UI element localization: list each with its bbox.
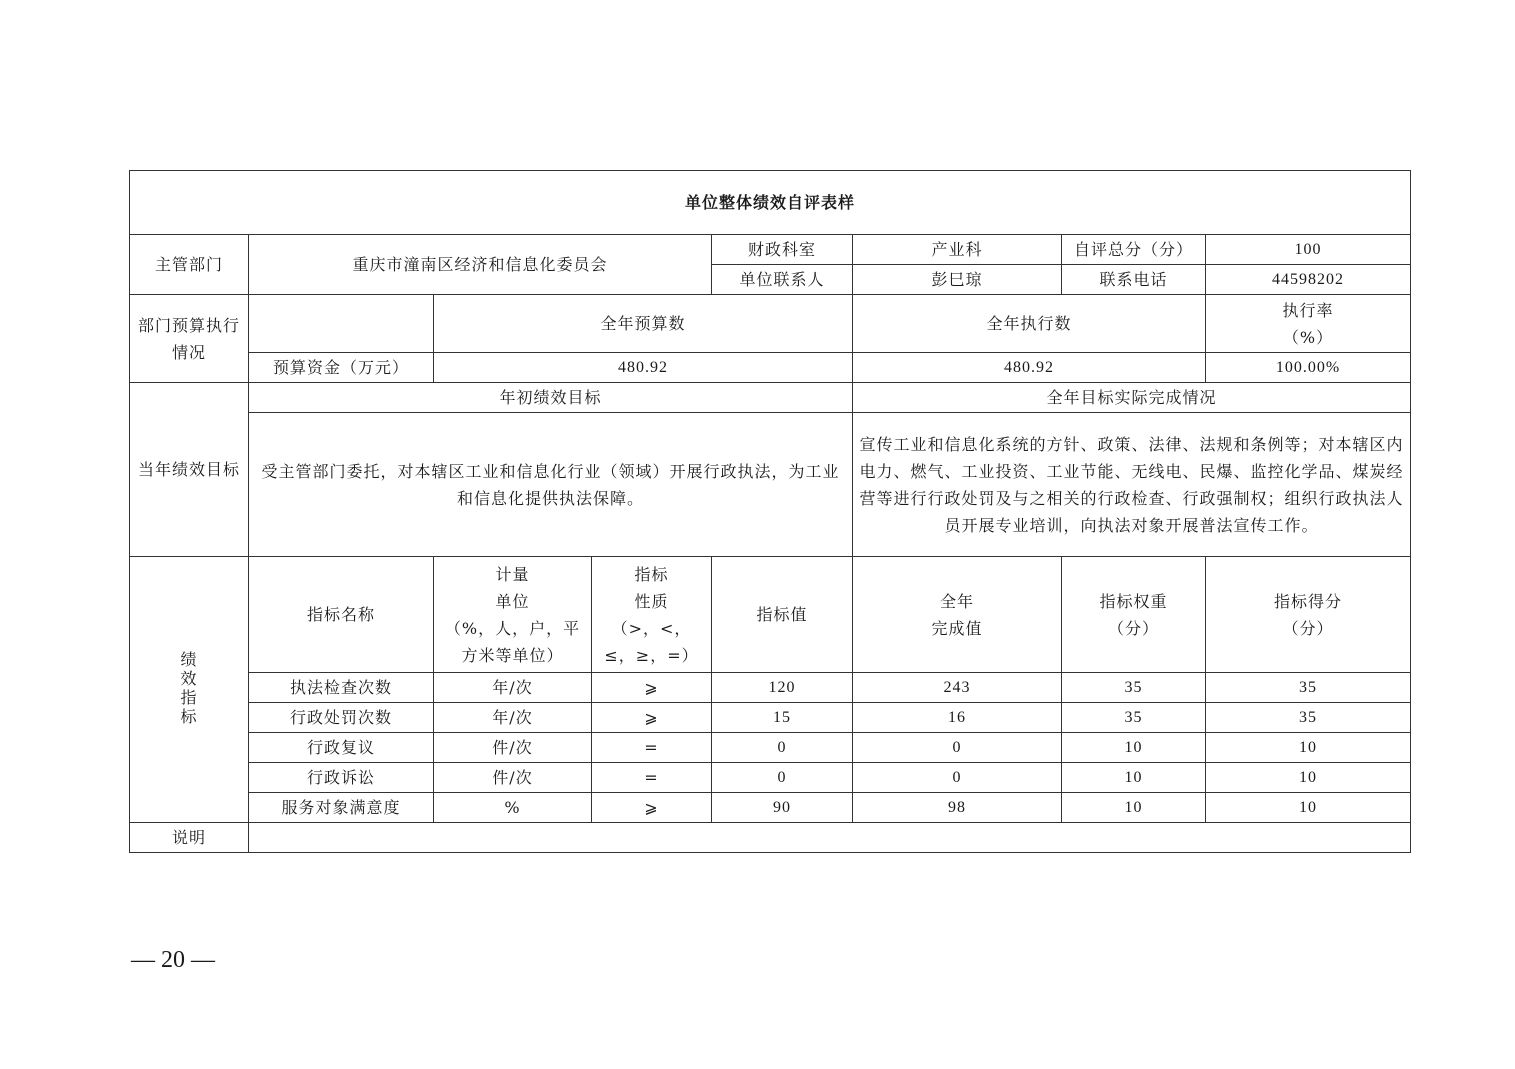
dept-label: 主管部门 [130, 235, 249, 295]
executed-value: 480.92 [853, 353, 1206, 383]
indicators-section-label: 绩效指标 [180, 649, 198, 726]
indicator-target: 0 [712, 763, 853, 793]
rate-value: 100.00% [1206, 353, 1411, 383]
goals-col-initial: 年初绩效目标 [249, 383, 853, 413]
score-label: 自评总分（分） [1062, 235, 1206, 265]
indicator-unit: 件/次 [434, 763, 592, 793]
indicator-unit: 年/次 [434, 673, 592, 703]
indicator-nature: = [592, 733, 712, 763]
budget-col-executed: 全年执行数 [853, 295, 1206, 353]
indicator-score: 10 [1206, 793, 1411, 823]
indicator-actual: 243 [853, 673, 1062, 703]
table-title: 单位整体绩效自评表样 [130, 171, 1411, 235]
dept-value: 重庆市潼南区经济和信息化委员会 [249, 235, 712, 295]
contact-label: 单位联系人 [712, 265, 853, 295]
indicator-weight: 10 [1062, 763, 1206, 793]
note-value [249, 823, 1411, 853]
indicator-nature: = [592, 763, 712, 793]
note-label: 说明 [130, 823, 249, 853]
indicator-score: 10 [1206, 763, 1411, 793]
indicator-actual: 0 [853, 763, 1062, 793]
goals-actual-text: 宣传工业和信息化系统的方针、政策、法律、法规和条例等；对本辖区内电力、燃气、工业投资、工业节能、无线电、民爆、监控化学品、煤炭经营等进行行政处罚及与之相关的行政检查、行政强制权；组织行政执法人员开展专业培训，向执法对象开展普法宣传工作。 [853, 413, 1411, 557]
indicator-nature: ⩾ [592, 673, 712, 703]
performance-self-evaluation-table [129, 170, 1411, 853]
indicator-target: 15 [712, 703, 853, 733]
office-label: 财政科室 [712, 235, 853, 265]
indicator-name: 行政复议 [249, 733, 434, 763]
indicator-name: 执法检查次数 [249, 673, 434, 703]
indicator-actual: 0 [853, 733, 1062, 763]
goals-initial-text: 受主管部门委托，对本辖区工业和信息化行业（领域）开展行政执法，为工业和信息化提供执法保障。 [249, 413, 853, 557]
indicator-score: 10 [1206, 733, 1411, 763]
page-number: — 20 — [131, 947, 215, 973]
budget-empty-cell [249, 295, 434, 353]
indicator-name: 行政处罚次数 [249, 703, 434, 733]
indicator-target: 120 [712, 673, 853, 703]
contact-value: 彭巳琼 [853, 265, 1062, 295]
budget-col-budget: 全年预算数 [434, 295, 853, 353]
header-nature: 指标 性质 （>，<，≤，≥，=） [592, 557, 712, 673]
indicator-row [130, 763, 1411, 793]
indicator-row [130, 793, 1411, 823]
goals-col-actual: 全年目标实际完成情况 [853, 383, 1411, 413]
budget-row-label: 预算资金（万元） [249, 353, 434, 383]
indicator-nature: ⩾ [592, 793, 712, 823]
indicator-unit: 年/次 [434, 703, 592, 733]
indicator-unit: % [434, 793, 592, 823]
header-score: 指标得分 （分） [1206, 557, 1411, 673]
indicator-target: 90 [712, 793, 853, 823]
phone-value: 44598202 [1206, 265, 1411, 295]
score-value: 100 [1206, 235, 1411, 265]
indicator-weight: 35 [1062, 703, 1206, 733]
indicator-score: 35 [1206, 673, 1411, 703]
budget-col-rate: 执行率 （%） [1206, 295, 1411, 353]
indicator-weight: 10 [1062, 733, 1206, 763]
indicator-weight: 10 [1062, 793, 1206, 823]
indicator-nature: ⩾ [592, 703, 712, 733]
budget-section-label: 部门预算执行情况 [130, 295, 249, 383]
indicator-weight: 35 [1062, 673, 1206, 703]
indicator-target: 0 [712, 733, 853, 763]
header-unit: 计量 单位 （%，人，户，平方米等单位） [434, 557, 592, 673]
header-indicator-name: 指标名称 [249, 557, 434, 673]
header-actual: 全年 完成值 [853, 557, 1062, 673]
indicator-score: 35 [1206, 703, 1411, 733]
indicator-row [130, 703, 1411, 733]
budget-value: 480.92 [434, 353, 853, 383]
phone-label: 联系电话 [1062, 265, 1206, 295]
indicator-row [130, 733, 1411, 763]
indicator-row [130, 673, 1411, 703]
indicator-unit: 件/次 [434, 733, 592, 763]
indicator-name: 服务对象满意度 [249, 793, 434, 823]
indicator-actual: 16 [853, 703, 1062, 733]
indicator-actual: 98 [853, 793, 1062, 823]
indicator-name: 行政诉讼 [249, 763, 434, 793]
header-target: 指标值 [712, 557, 853, 673]
office-value: 产业科 [853, 235, 1062, 265]
indicators-section-cell [130, 557, 249, 823]
header-weight: 指标权重 （分） [1062, 557, 1206, 673]
goals-section-label: 当年绩效目标 [130, 383, 249, 557]
